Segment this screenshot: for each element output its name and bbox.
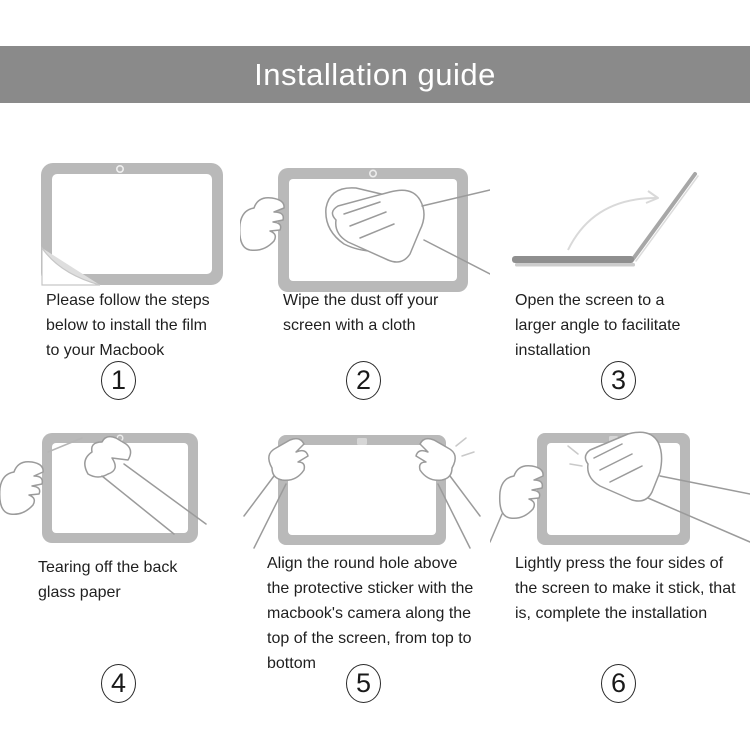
step-caption: Tearing off the back glass paper bbox=[38, 559, 178, 601]
step-card-3 bbox=[490, 150, 750, 405]
step-caption: Align the round hole above the protective sticker with the macbook's camera along the top of the screen, from top to bottom bbox=[267, 555, 474, 672]
laptop-screen-side bbox=[633, 174, 695, 259]
screen-film-peel-icon bbox=[40, 162, 224, 286]
step-number-badge: 2 bbox=[346, 361, 381, 400]
step-caption: Please follow the steps below to install the film to your Macbook bbox=[46, 292, 210, 359]
step-card-4 bbox=[0, 425, 240, 705]
step-caption: Wipe the dust off your screen with a cloth bbox=[283, 292, 439, 334]
left-hand bbox=[240, 198, 284, 251]
step-caption: Lightly press the four sides of the screen to make it stick, that is, complete the installation bbox=[515, 555, 736, 622]
arrow-head bbox=[646, 191, 658, 203]
page-title: Installation guide bbox=[254, 56, 496, 92]
step-caption: Open the screen to a larger angle to facilitate installation bbox=[515, 292, 681, 359]
step-number-badge: 6 bbox=[601, 664, 636, 703]
step-card-1 bbox=[0, 150, 240, 405]
step-number-badge: 4 bbox=[101, 664, 136, 703]
open-laptop-angle-icon bbox=[490, 160, 750, 290]
camera-square bbox=[357, 438, 367, 445]
step-card-2 bbox=[240, 150, 490, 405]
step-number-badge: 5 bbox=[346, 664, 381, 703]
left-hand bbox=[500, 466, 543, 519]
press-screen-sides-icon bbox=[490, 430, 750, 570]
align-film-two-hands-icon bbox=[240, 430, 490, 570]
step-card-5 bbox=[240, 425, 490, 705]
step-number-badge: 1 bbox=[101, 361, 136, 400]
step-card-6 bbox=[490, 425, 750, 705]
wipe-screen-icon bbox=[240, 160, 490, 295]
left-arm-line bbox=[490, 514, 502, 542]
motion-ticks bbox=[456, 438, 474, 456]
laptop-base bbox=[512, 256, 634, 263]
tear-backing-paper-icon bbox=[0, 430, 240, 560]
left-hand bbox=[0, 462, 43, 515]
step-number-badge: 3 bbox=[601, 361, 636, 400]
header-banner bbox=[0, 46, 750, 103]
